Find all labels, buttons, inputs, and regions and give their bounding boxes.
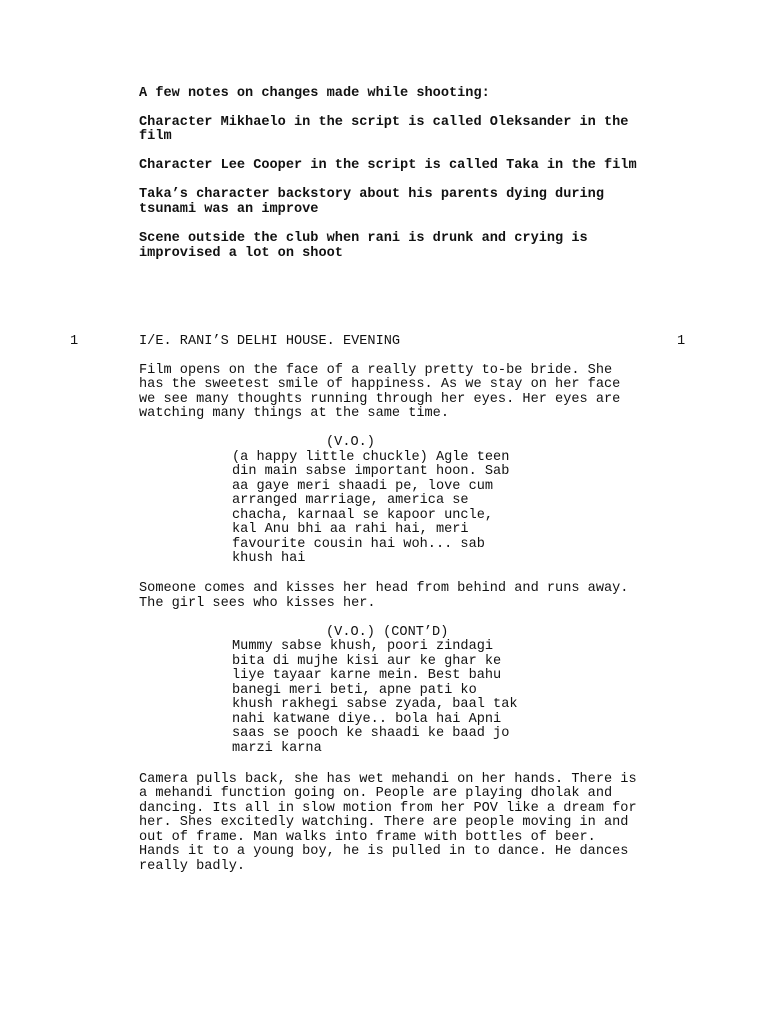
dialogue-line: din main sabse important hoon. Sab <box>232 464 510 479</box>
dialogue-line: aa gaye meri shaadi pe, love cum <box>232 479 494 494</box>
note-line: improvised a lot on shoot <box>139 246 343 261</box>
character-cue: (V.O.) (CONT’D) <box>326 625 449 640</box>
dialogue-line: marzi karna <box>232 741 322 756</box>
action-line: Hands it to a young boy, he is pulled in to dance. He dances <box>139 844 629 859</box>
dialogue-line: favourite cousin hai woh... sab <box>232 537 485 552</box>
scene-heading: I/E. RANI’S DELHI HOUSE. EVENING <box>139 334 401 349</box>
scene-number-right: 1 <box>677 334 686 349</box>
note-line: Character Lee Cooper in the script is called Taka in the film <box>139 158 637 173</box>
action-line: a mehandi function going on. People are playing dholak and <box>139 786 613 801</box>
action-line: her. Shes excitedly watching. There are people moving in and <box>139 815 629 830</box>
dialogue-line: chacha, karnaal se kapoor uncle, <box>232 508 494 523</box>
action-line: Camera pulls back, she has wet mehandi on her hands. There is <box>139 772 637 787</box>
dialogue-line: saas se pooch ke shaadi ke baad jo <box>232 726 510 741</box>
dialogue-line: liye tayaar karne mein. Best bahu <box>232 668 502 683</box>
dialogue-line: (a happy little chuckle) Agle teen <box>232 450 510 465</box>
note-line: film <box>139 129 172 144</box>
action-line: we see many thoughts running through her eyes. Her eyes are <box>139 392 621 407</box>
dialogue-line: khush rakhegi sabse zyada, baal tak <box>232 697 518 712</box>
action-line: Someone comes and kisses her head from behind and runs away. <box>139 581 629 596</box>
note-line: tsunami was an improve <box>139 202 319 217</box>
action-line: has the sweetest smile of happiness. As we stay on her face <box>139 377 621 392</box>
action-line: really badly. <box>139 859 246 874</box>
action-line: out of frame. Man walks into frame with bottles of beer. <box>139 830 596 845</box>
character-cue: (V.O.) <box>326 435 375 450</box>
dialogue-line: bita di mujhe kisi aur ke ghar ke <box>232 654 502 669</box>
dialogue-line: khush hai <box>232 551 306 566</box>
action-line: Film opens on the face of a really pretty to-be bride. She <box>139 363 613 378</box>
dialogue-line: arranged marriage, america se <box>232 493 469 508</box>
note-line: Scene outside the club when rani is drunk and crying is <box>139 231 588 246</box>
dialogue-line: Mummy sabse khush, poori zindagi <box>232 639 494 654</box>
action-line: The girl sees who kisses her. <box>139 596 376 611</box>
action-line: watching many things at the same time. <box>139 406 449 421</box>
action-line: dancing. Its all in slow motion from her POV like a dream for <box>139 801 637 816</box>
dialogue-line: banegi meri beti, apne pati ko <box>232 683 477 698</box>
note-line: Character Mikhaelo in the script is called Oleksander in the <box>139 115 629 130</box>
dialogue-line: nahi katwane diye.. bola hai Apni <box>232 712 502 727</box>
note-line: Taka’s character backstory about his parents dying during <box>139 187 604 202</box>
notes-heading: A few notes on changes made while shooting: <box>139 86 490 101</box>
dialogue-line: kal Anu bhi aa rahi hai, meri <box>232 522 469 537</box>
scene-number-left: 1 <box>70 334 79 349</box>
